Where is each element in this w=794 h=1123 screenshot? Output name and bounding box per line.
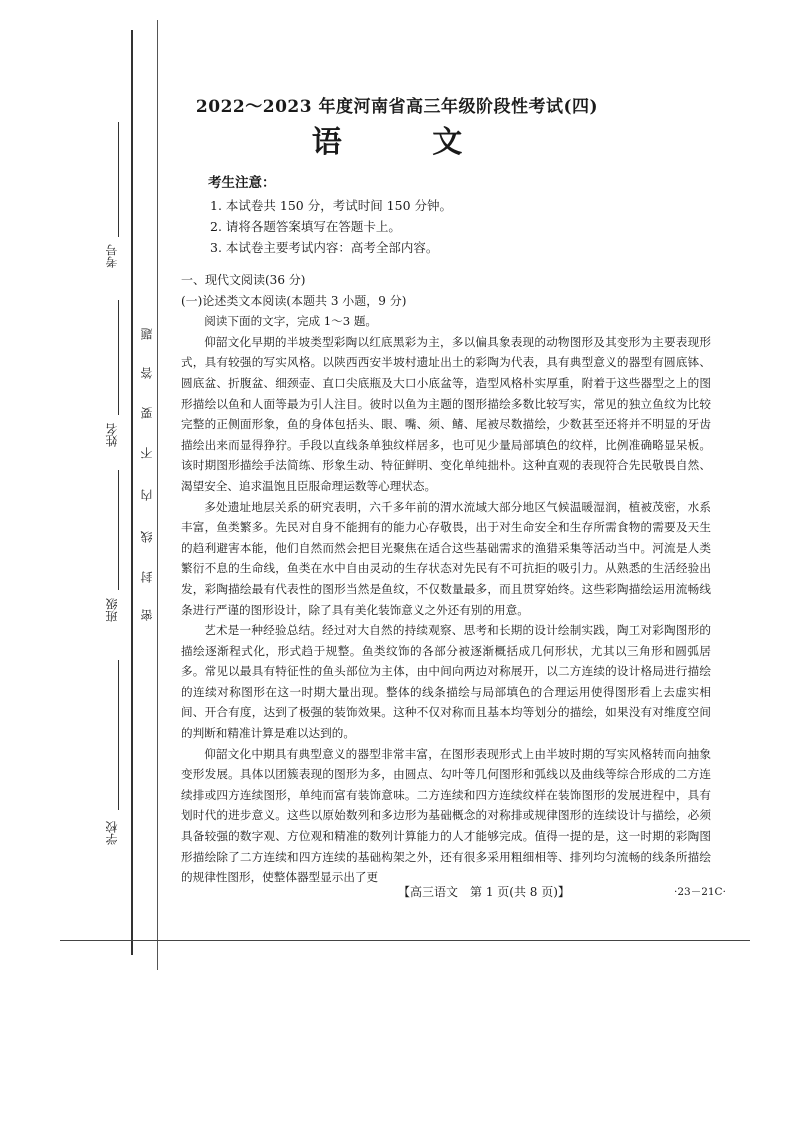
reading-section	[181, 270, 711, 888]
notice-item: 1. 本试卷共 150 分，考试时间 150 分钟。	[210, 198, 453, 213]
seal-char: 要	[140, 407, 154, 419]
section-instruction: 阅读下面的文字，完成 1～3 题。	[204, 314, 378, 329]
passage-paragraph: 艺术是一种经验总结。经过对大自然的持续观察、思考和长期的设计绘制实践，陶工对彩陶图形的描绘逐渐程式化，形式趋于规整。鱼类纹饰的各部分被逐渐概括成几何形状，尤其以三角形和圆弧居多。常见以最具有特征性的鱼头部位为主体，由中间向两边对称展开，以二方连续的设计格局进行描绘的连续对称图形在这一时期大量出现。整体的线条描绘与局部填色的合理运用使得图形看上去虚实相间、开合有度，达到了极强的装饰效果。这种不仅对称而且基本均等划分的描绘，如果没有对维度空间的判断和精准计算是难以达到的。	[181, 623, 711, 741]
notice-item: 2. 请将各题答案填写在答题卡上。	[210, 219, 401, 234]
exam-title: 2022～2023 年度河南省高三年级阶段性考试(四)	[195, 97, 599, 117]
section-subheading: (一)论述类文本阅读(本题共 3 小题，9 分)	[181, 293, 407, 308]
school-label: 学校	[105, 821, 119, 845]
school-blank	[118, 660, 119, 810]
binding-outer-line	[131, 30, 133, 955]
seal-char: 密	[140, 609, 154, 621]
seal-char: 题	[140, 328, 154, 340]
notice-item: 3. 本试卷主要考试内容：高考全部内容。	[210, 240, 439, 255]
name-label: 姓名	[105, 423, 119, 447]
name-blank	[118, 300, 119, 415]
class-blank	[118, 470, 119, 590]
class-label: 班级	[105, 598, 119, 622]
binding-inner-line	[157, 20, 158, 970]
seal-char: 答	[140, 367, 154, 379]
passage-paragraph: 仰韶文化中期具有典型意义的器型非常丰富，在图形表现形式上由半坡时期的写实风格转而向抽象变形发展。具体以团簇表现的图形为多，由圆点、勾叶等几何图形和弧线以及曲线等综合形成的二方连续排或四方连续图形，单纯而富有装饰意味。二方连续和四方连续纹样在装饰图形的发展进程中，具有划时代的进步意义。这些以原始数列和多边形为基础概念的对称排或规律图形的连续设计与描绘，必须具备较强的数字观、方位观和精准的数列计算能力的人才能够完成。值得一提的是，这一时期的彩陶图形描绘除了二方连续和四方连续的基础构架之外，还有很多采用粗细相等、排列均匀流畅的线条所描绘的规律性图形，使整体器型显示出了更	[181, 746, 711, 885]
paper-code: ·23－21C·	[674, 886, 726, 898]
candidate-notice	[208, 173, 452, 258]
scan-edge-line	[60, 940, 750, 941]
exam-number-label: 考号	[105, 244, 119, 268]
seal-char: 不	[140, 447, 154, 459]
page-footer: 【高三语文 第 1 页(共 8 页)】	[398, 885, 570, 899]
seal-char: 封	[140, 571, 154, 583]
section-heading: 一、现代文阅读(36 分)	[181, 273, 306, 287]
passage-paragraph: 多处遗址地层关系的研究表明，六千多年前的渭水流域大部分地区气候温暖湿润，植被茂密，水系丰富，鱼类繁多。先民对自身不能拥有的能力心存敬畏，出于对生命安全和生存所需食物的需要及天生的趋利避害本能，他们自然而然会把目光聚焦在适合这些基础需求的渔猎采集等活动当中。河流是人类繁衍不息的生命线，鱼类在水中自由灵动的生存状态对先民有不可抗拒的吸引力。从熟悉的生活经验出发，彩陶描绘最有代表性的图形当然是鱼纹，不仅数量最多，而且贯穿始终。这些彩陶描绘运用流畅线条进行严谨的图形设计，除了具有美化装饰意义之外还有别的用意。	[181, 499, 711, 617]
seal-char: 线	[140, 531, 154, 543]
notice-heading: 考生注意：	[208, 175, 276, 191]
passage-paragraph: 仰韶文化早期的半坡类型彩陶以红底黑彩为主，多以偏具象表现的动物图形及其变形为主要表现形式，具有较强的写实风格。以陕西西安半坡村遗址出土的彩陶为代表，具有典型意义的器型有圆底钵、圆底盆、折腹盆、细颈壶、直口尖底瓶及大口小底盆等，造型风格朴实厚重，附着于这些器型之上的图形描绘以鱼和人面等最为引人注目。彼时以鱼为主题的图形描绘多数比较写实，常见的独立鱼纹为比较完整的正侧面形象，鱼的身体包括头、眼、嘴、须、鳍、尾被尽数描绘，少数甚至还将并不明显的牙齿描绘出来而显得狰狞。手段以直线条单独纹样居多，也可见少量局部填色的纹样，比例准确略显呆板。该时期图形描绘手法简练、形象生动、特征鲜明、变化单纯拙朴。这种直观的表现符合先民敬畏自然、渴望安全、追求温饱且臣服命理运数等心理状态。	[181, 334, 711, 493]
subject-title: 语 文	[311, 125, 503, 160]
seal-char: 内	[140, 489, 154, 501]
